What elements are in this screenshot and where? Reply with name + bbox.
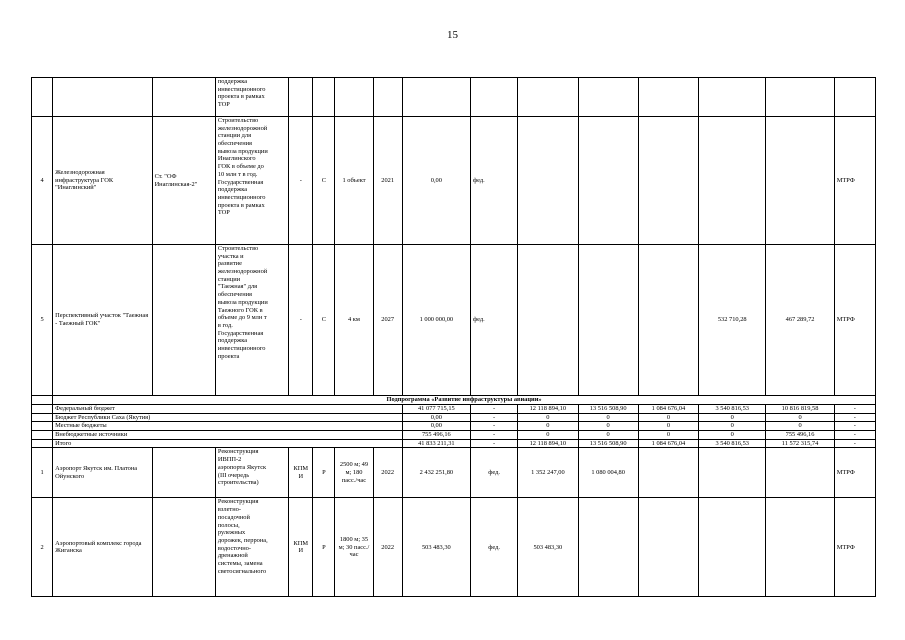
row-number: 5: [32, 245, 53, 396]
summary-value: 0: [699, 431, 766, 440]
summary-row-total: [32, 439, 876, 448]
summary-value: 0: [518, 431, 578, 440]
table-row-5: [32, 245, 876, 396]
summary-label: Итого: [53, 439, 403, 448]
summary-label: Внебюджетные источники: [53, 431, 403, 440]
summary-row: [32, 431, 876, 440]
year-cell: 2022: [373, 498, 402, 597]
program-table: [31, 77, 876, 597]
table-row-air-2: [32, 498, 876, 597]
summary-total: 0,00: [402, 413, 470, 422]
type-cell: КПМ И: [289, 498, 313, 597]
summary-end: -: [834, 413, 875, 422]
summary-dash: -: [471, 422, 518, 431]
summary-value: 12 118 894,10: [518, 439, 578, 448]
summary-value: 0: [578, 431, 638, 440]
summary-dash: -: [471, 405, 518, 414]
table-row-4: [32, 117, 876, 245]
summary-dash: -: [471, 431, 518, 440]
type-cell: КПМ И: [289, 448, 313, 498]
summary-label: Местные бюджеты: [53, 422, 403, 431]
total-cell: 1 000 000,00: [402, 245, 470, 396]
year-cell: 2021: [373, 117, 402, 245]
description-cell: Реконструкция ИВПП-2 аэропорта Якутск (III очередь строительства): [215, 448, 288, 498]
responsible-cell: МТРФ: [834, 245, 875, 396]
summary-end: -: [834, 431, 875, 440]
stage-cell: С: [313, 245, 335, 396]
summary-total: 0,00: [402, 422, 470, 431]
summary-end: -: [834, 422, 875, 431]
row-number: 4: [32, 117, 53, 245]
year-value-cell: 532 710,28: [699, 245, 766, 396]
summary-total: 41 077 715,15: [402, 405, 470, 414]
source-cell: фед.: [471, 448, 518, 498]
summary-dash: -: [471, 413, 518, 422]
type-cell: -: [289, 117, 313, 245]
location: Ст. "ОФ Инаглинская-2": [152, 117, 215, 245]
capacity-cell: 2500 м; 49 м; 180 пасс./час: [335, 448, 373, 498]
summary-value: 0: [518, 413, 578, 422]
summary-dash: -: [471, 439, 518, 448]
responsible-cell: МТРФ: [834, 498, 875, 597]
subprogram-header-row: [32, 396, 876, 405]
stage-cell: С: [313, 117, 335, 245]
subprogram-title: Подпрограмма «Развитие инфраструктуры авиации»: [53, 396, 876, 405]
source-cell: фед.: [471, 498, 518, 597]
description-cell: Реконструкция взлетно- посадочной полосы, рулежных дорожек, перрона, водосточно- дренажной системы, замена светосигнального: [215, 498, 288, 597]
summary-value: 0: [766, 413, 834, 422]
summary-end: -: [834, 439, 875, 448]
summary-value: 0: [638, 413, 698, 422]
row-number: 2: [32, 498, 53, 597]
stage-cell: Р: [313, 448, 335, 498]
summary-value: 10 816 819,58: [766, 405, 834, 414]
summary-value: 13 516 508,90: [578, 439, 638, 448]
summary-value: 0: [638, 422, 698, 431]
total-cell: 0,00: [402, 117, 470, 245]
capacity-cell: 1800 м; 35 м; 30 пасс./час: [335, 498, 373, 597]
total-cell: 2 432 251,80: [402, 448, 470, 498]
source-cell: фед.: [471, 117, 518, 245]
year-value-cell: 1 080 004,80: [578, 448, 638, 498]
responsible-cell: МТРФ: [834, 448, 875, 498]
summary-value: 3 540 816,53: [699, 405, 766, 414]
year-cell: 2022: [373, 448, 402, 498]
summary-total: 41 833 211,31: [402, 439, 470, 448]
total-cell: 503 483,30: [402, 498, 470, 597]
row-number: 1: [32, 448, 53, 498]
summary-total: 755 496,16: [402, 431, 470, 440]
stage-cell: Р: [313, 498, 335, 597]
summary-value: 11 572 315,74: [766, 439, 834, 448]
year-value-cell: 467 289,72: [766, 245, 834, 396]
summary-value: 12 118 894,10: [518, 405, 578, 414]
summary-value: 3 540 816,53: [699, 439, 766, 448]
object-name: Аэропорт Якутск им. Платона Ойунского: [53, 448, 152, 498]
summary-value: 0: [638, 431, 698, 440]
table-row-air-1: [32, 448, 876, 498]
summary-value: 13 516 508,90: [578, 405, 638, 414]
year-value-cell: 503 483,30: [518, 498, 578, 597]
description-cell: Строительство железнодорожной станции для обеспечения вывоза продукции Инаглинского ГОК в объеме до 10 млн т в год. Государственная поддержка инвестиционного проекта в рамках ТОР: [215, 117, 288, 245]
page-number: 15: [447, 29, 458, 41]
summary-value: 0: [766, 422, 834, 431]
year-value-cell: 1 352 247,00: [518, 448, 578, 498]
summary-label: Федеральный бюджет: [53, 405, 403, 414]
table-row-continuation: [32, 78, 876, 117]
summary-row: [32, 413, 876, 422]
responsible-cell: МТРФ: [834, 117, 875, 245]
summary-value: 1 084 676,04: [638, 439, 698, 448]
summary-value: 0: [699, 422, 766, 431]
year-cell: 2027: [373, 245, 402, 396]
summary-value: 1 084 676,04: [638, 405, 698, 414]
summary-value: 0: [699, 413, 766, 422]
summary-value: 0: [518, 422, 578, 431]
capacity-cell: 1 объект: [335, 117, 373, 245]
description-cell: поддержка инвестиционного проекта в рамках ТОР: [215, 78, 288, 117]
summary-value: 0: [578, 413, 638, 422]
summary-value: 755 496,16: [766, 431, 834, 440]
type-cell: -: [289, 245, 313, 396]
summary-end: -: [834, 405, 875, 414]
object-name: Перспективный участок "Таежная - Таежный ГОК": [53, 245, 152, 396]
description-cell: Строительство участка и развитие железнодорожной станции "Таежная" для обеспечения вывоза продукции Таежного ГОК в объеме до 9 млн т в год. Государственная поддержка инвестиционного проекта: [215, 245, 288, 396]
capacity-cell: 4 км: [335, 245, 373, 396]
summary-row: [32, 405, 876, 414]
summary-label: Бюджет Республики Саха (Якутия): [53, 413, 403, 422]
summary-value: 0: [578, 422, 638, 431]
source-cell: фед.: [471, 245, 518, 396]
object-name: Железнодорожная инфраструктура ГОК "Инаглинский": [53, 117, 152, 245]
summary-row: [32, 422, 876, 431]
object-name: Аэропортовый комплекс города Жиганска: [53, 498, 152, 597]
